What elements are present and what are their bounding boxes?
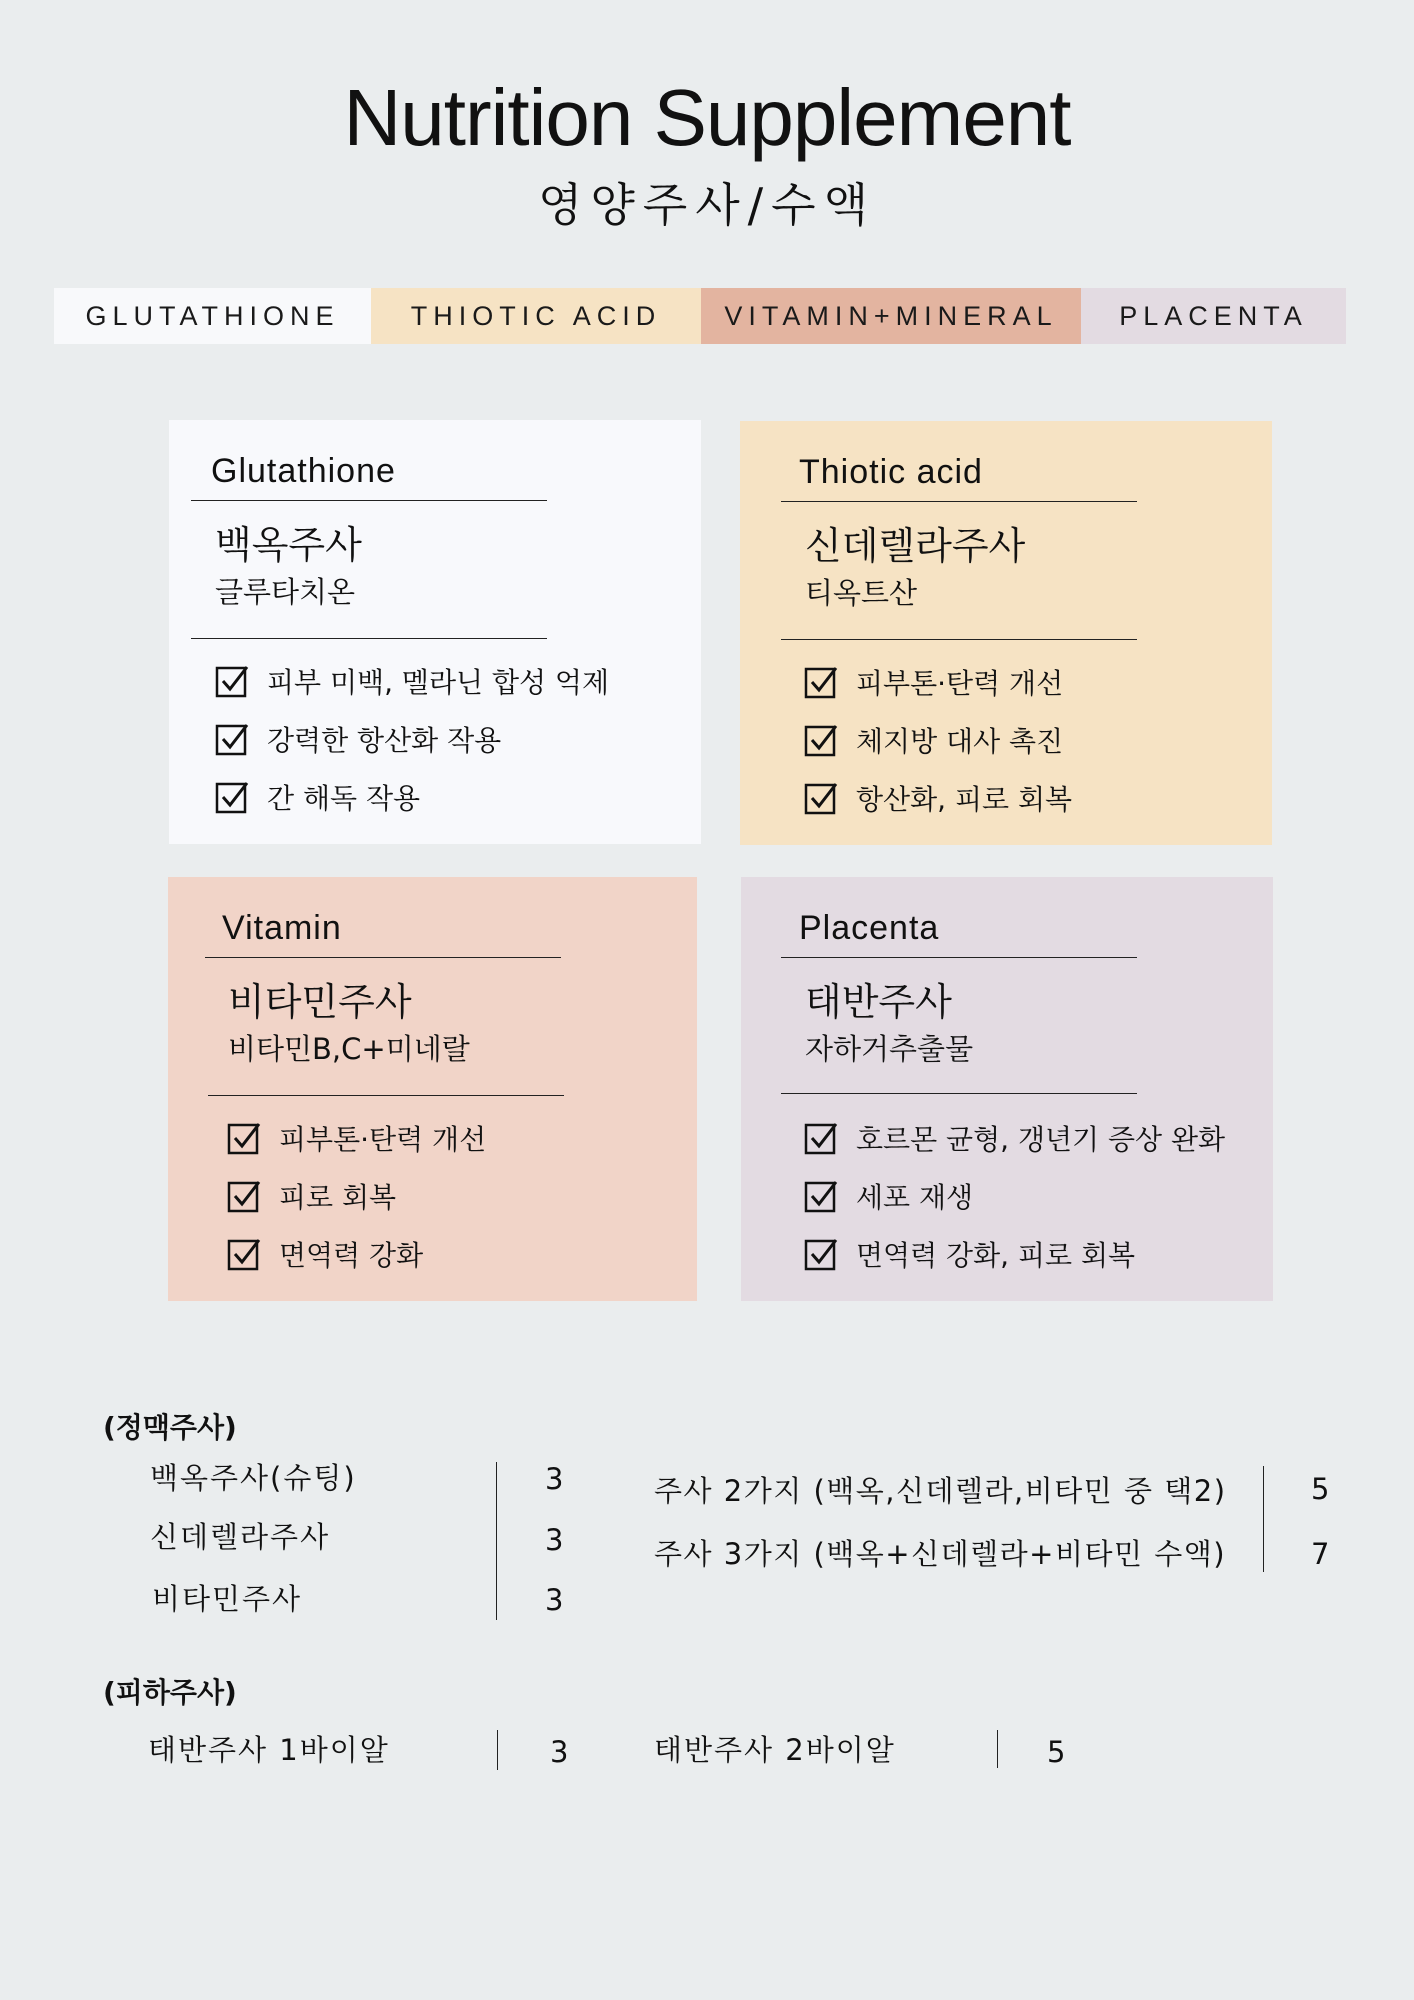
benefit-list (227, 1109, 486, 1283)
divider (781, 639, 1137, 640)
benefit-text: 강력한 항산화 작용 (267, 724, 502, 757)
price-item-name: 주사 3가지 (백옥+신데렐라+비타민 수액) (654, 1537, 1227, 1571)
category-tabs (54, 288, 1346, 344)
benefit-text: 면역력 강화, 피로 회복 (856, 1239, 1136, 1272)
sc-section-label: (피하주사) (103, 1676, 237, 1709)
checkbox-checked-icon (215, 780, 249, 814)
benefit-item (804, 1225, 1225, 1283)
benefit-text: 항산화, 피로 회복 (856, 783, 1073, 816)
benefit-item (804, 653, 1072, 711)
checkbox-checked-icon (804, 1179, 838, 1213)
card-ingredient: 티옥트산 (805, 576, 918, 610)
divider (208, 1095, 564, 1096)
divider (1263, 1466, 1264, 1572)
price-value: 7 (1311, 1537, 1330, 1571)
benefit-text: 피부 미백, 멜라닌 합성 억제 (267, 666, 610, 699)
benefit-list (215, 652, 609, 826)
tab-placenta[interactable]: PLACENTA (1081, 288, 1346, 344)
card-ko-title: 신데렐라주사 (805, 524, 1026, 568)
divider (496, 1462, 497, 1620)
benefit-item (227, 1109, 486, 1167)
checkbox-checked-icon (804, 1121, 838, 1155)
price-value: 3 (545, 1462, 564, 1496)
benefit-list (804, 653, 1072, 827)
card-en-title: Thiotic acid (799, 453, 983, 491)
benefit-item (227, 1225, 486, 1283)
benefit-item (804, 1109, 1225, 1167)
iv-section-label: (정맥주사) (103, 1411, 237, 1444)
price-item-name: 주사 2가지 (백옥,신데렐라,비타민 중 택2) (654, 1474, 1227, 1508)
price-item-name: 비타민주사 (152, 1582, 303, 1616)
checkbox-checked-icon (804, 781, 838, 815)
benefit-item (215, 710, 609, 768)
divider (781, 501, 1137, 502)
card-ingredient: 글루타치온 (215, 575, 356, 609)
checkbox-checked-icon (227, 1237, 261, 1271)
checkbox-checked-icon (215, 722, 249, 756)
divider (191, 638, 547, 639)
divider (191, 500, 547, 501)
price-item-name: 백옥주사(슈팅) (150, 1461, 357, 1495)
benefit-item (804, 711, 1072, 769)
card-placenta (741, 877, 1273, 1301)
benefit-text: 피부톤·탄력 개선 (856, 667, 1064, 700)
benefit-text: 체지방 대사 촉진 (856, 725, 1064, 758)
checkbox-checked-icon (215, 664, 249, 698)
checkbox-checked-icon (227, 1121, 261, 1155)
benefit-text: 간 해독 작용 (267, 782, 421, 815)
benefit-text: 피로 회복 (279, 1181, 397, 1214)
card-ko-title: 비타민주사 (228, 980, 412, 1024)
benefit-text: 면역력 강화 (279, 1239, 424, 1272)
card-en-title: Placenta (799, 909, 940, 947)
price-item-name: 태반주사 1바이알 (148, 1733, 390, 1767)
checkbox-checked-icon (804, 665, 838, 699)
tab-thiotic-acid[interactable]: THIOTIC ACID (371, 288, 701, 344)
checkbox-checked-icon (227, 1179, 261, 1213)
benefit-item (215, 652, 609, 710)
card-thiotic-acid (740, 421, 1272, 845)
card-vitamin (168, 877, 697, 1301)
tab-glutathione[interactable]: GLUTATHIONE (54, 288, 371, 344)
card-ko-title: 백옥주사 (215, 523, 362, 567)
divider (205, 957, 561, 958)
checkbox-checked-icon (804, 1237, 838, 1271)
checkbox-checked-icon (804, 723, 838, 757)
benefit-item (227, 1167, 486, 1225)
card-ingredient: 비타민B,C+미네랄 (228, 1032, 470, 1066)
price-item-name: 신데렐라주사 (150, 1520, 331, 1554)
card-en-title: Glutathione (211, 452, 396, 490)
benefit-item (804, 1167, 1225, 1225)
page-title: Nutrition Supplement (343, 73, 1071, 162)
price-item-name: 태반주사 2바이알 (654, 1733, 896, 1767)
card-ingredient: 자하거추출물 (805, 1032, 974, 1066)
benefit-text: 세포 재생 (856, 1181, 974, 1214)
price-value: 3 (545, 1523, 564, 1557)
benefit-list (804, 1109, 1225, 1283)
price-value: 5 (1311, 1472, 1330, 1506)
page-subtitle: 영양주사/수액 (537, 178, 877, 232)
benefit-item (215, 768, 609, 826)
card-glutathione (169, 420, 701, 844)
benefit-text: 호르몬 균형, 갱년기 증상 완화 (856, 1123, 1226, 1156)
benefit-text: 피부톤·탄력 개선 (279, 1123, 487, 1156)
price-value: 3 (550, 1735, 569, 1769)
tab-vitamin-mineral[interactable]: VITAMIN+MINERAL (701, 288, 1081, 344)
price-value: 5 (1047, 1735, 1066, 1769)
price-value: 3 (545, 1583, 564, 1617)
card-en-title: Vitamin (222, 909, 342, 947)
divider (997, 1730, 998, 1768)
card-ko-title: 태반주사 (805, 980, 952, 1024)
divider (781, 1093, 1137, 1094)
divider (781, 957, 1137, 958)
benefit-item (804, 769, 1072, 827)
divider (497, 1730, 498, 1770)
